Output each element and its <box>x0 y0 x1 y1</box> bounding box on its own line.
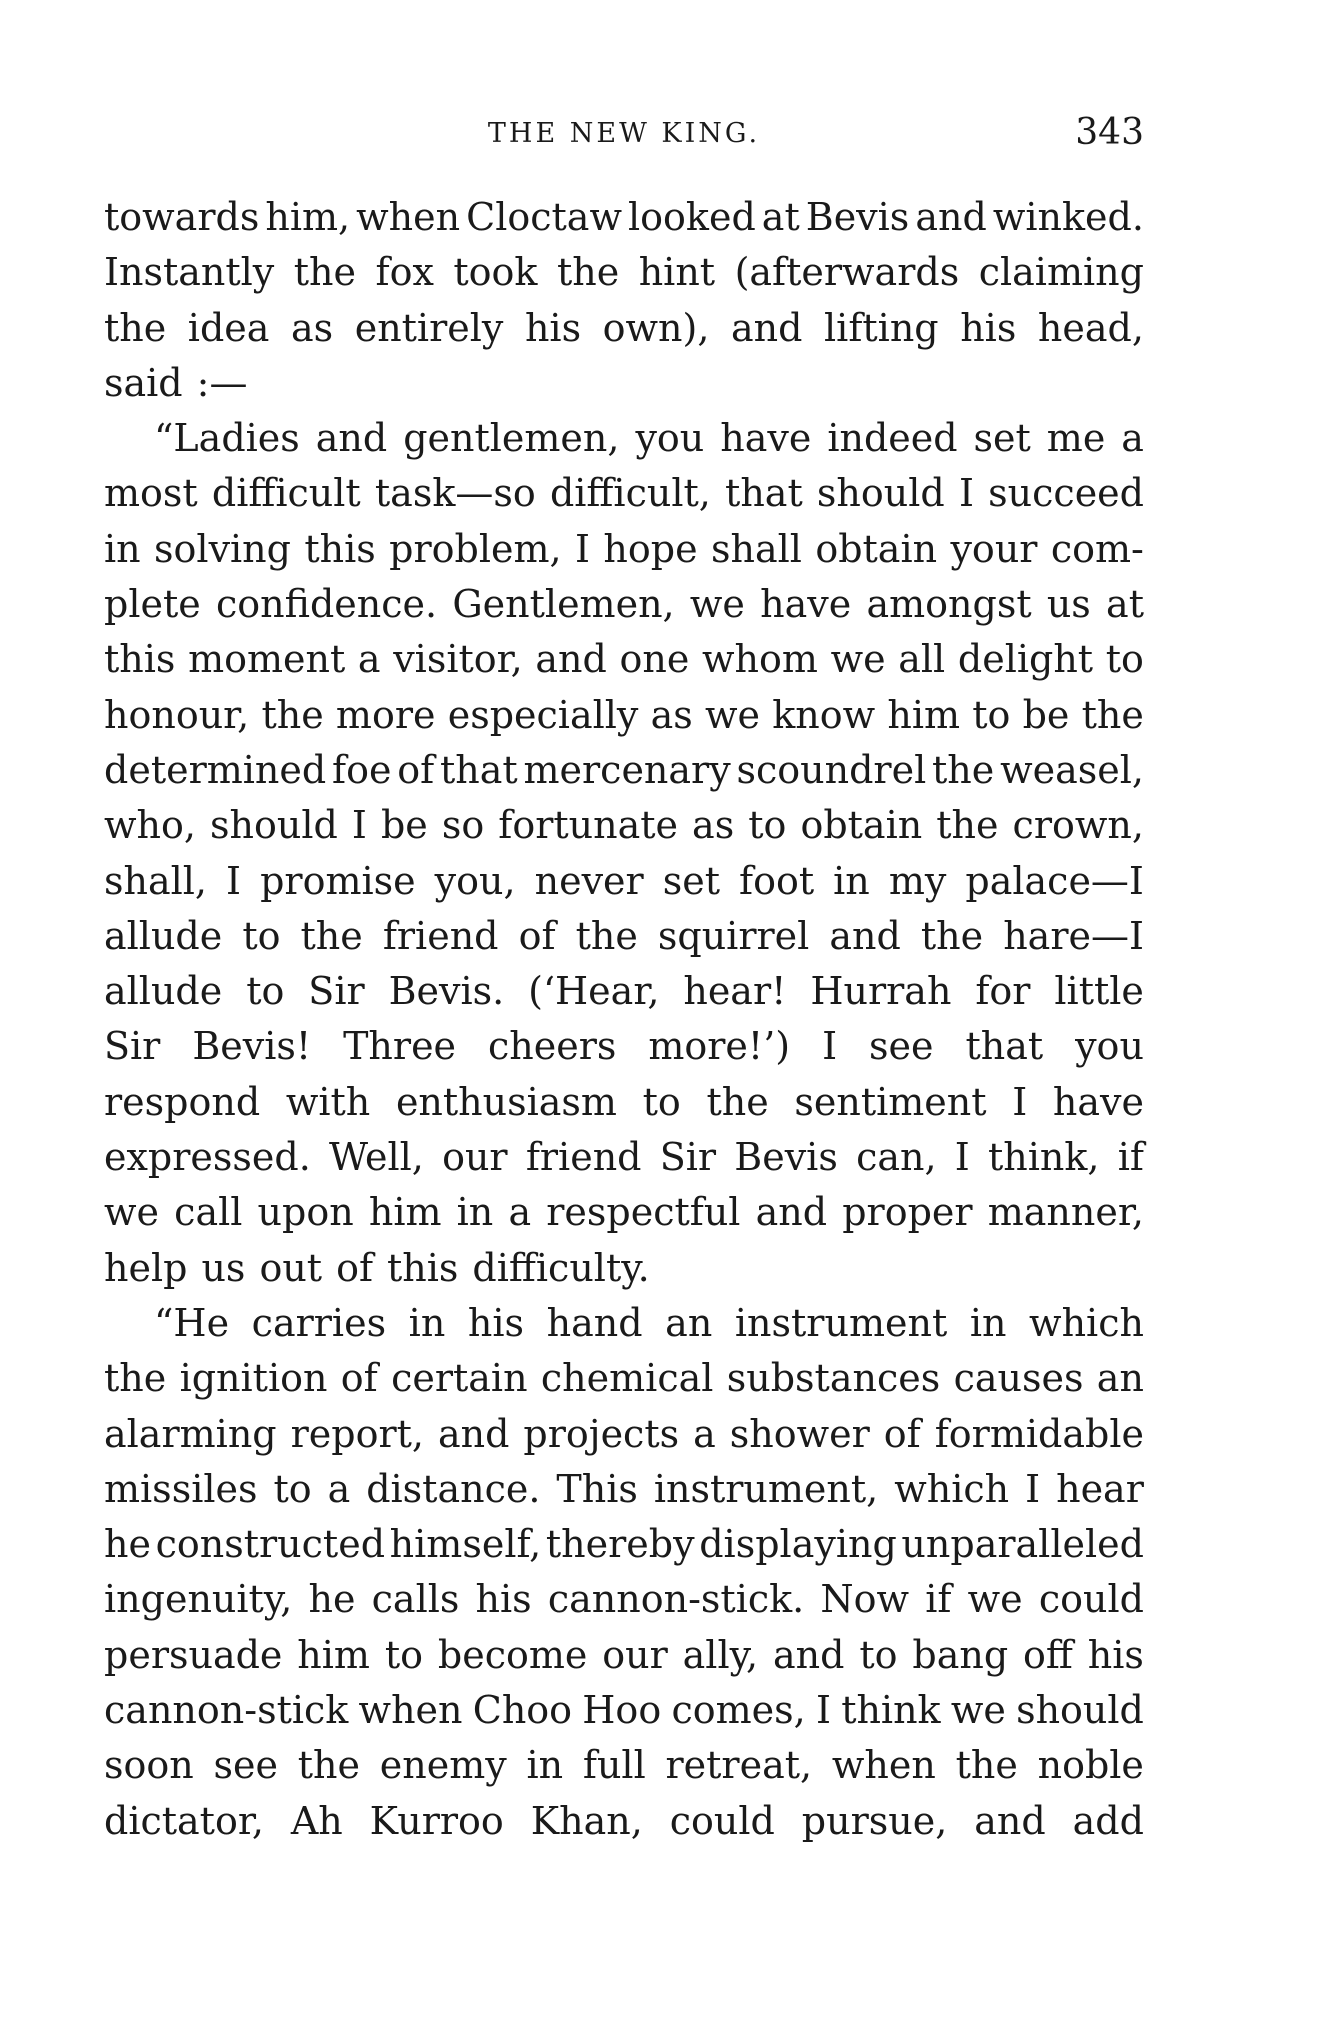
word: that <box>725 471 803 516</box>
word: mercenary <box>523 747 731 792</box>
text-line <box>104 964 1144 1019</box>
text-line <box>104 1517 1144 1572</box>
word: chemical <box>540 1356 714 1401</box>
word: foot <box>739 858 815 903</box>
text-line <box>104 1130 1144 1185</box>
text-line <box>104 411 1144 466</box>
word: the <box>556 250 620 295</box>
word: think, <box>988 1135 1100 1180</box>
word: hope <box>603 526 698 571</box>
word: lifting <box>824 305 939 350</box>
word: proper <box>842 1190 973 1235</box>
word: Khan, <box>530 1798 643 1843</box>
word: noble <box>1037 1743 1144 1788</box>
word: he <box>308 1577 356 1622</box>
word: when <box>358 1688 463 1733</box>
word: a <box>327 1466 351 1511</box>
word: Well, <box>329 1135 424 1180</box>
word: com- <box>1050 526 1144 571</box>
word: in <box>969 1300 1007 1345</box>
word: I <box>1012 1079 1028 1124</box>
word: in <box>104 526 141 571</box>
word: hint <box>638 250 716 295</box>
word: a <box>357 637 381 682</box>
word: amongst <box>866 582 1032 627</box>
word: a <box>693 1411 716 1456</box>
word: ally, <box>682 1632 759 1677</box>
running-title: THE NEW KING. <box>487 118 761 149</box>
word: add <box>1072 1798 1144 1843</box>
text-line <box>104 1628 1144 1683</box>
word: I <box>822 1024 838 1069</box>
word: that <box>965 1024 1044 1069</box>
word: respectful <box>546 1190 741 1235</box>
text-line <box>104 301 1144 356</box>
word: hear! <box>683 969 787 1014</box>
word: shall, <box>104 858 208 903</box>
word: and <box>315 416 388 461</box>
word: to <box>246 969 285 1014</box>
text-line <box>104 688 1144 743</box>
word: head, <box>1037 305 1144 350</box>
text-line <box>104 1738 1144 1793</box>
text-line <box>104 1794 1144 1849</box>
word: this <box>104 637 176 682</box>
word: whom <box>702 637 818 682</box>
word: Bevis. <box>388 969 505 1014</box>
word: scoundrel <box>736 747 927 792</box>
word: respond <box>104 1079 261 1124</box>
word: formidable <box>934 1411 1144 1456</box>
word: out <box>259 1245 323 1290</box>
word: set <box>662 858 720 903</box>
word: projects <box>523 1411 680 1456</box>
word: promise <box>260 858 416 903</box>
page-number: 343 <box>1075 112 1144 153</box>
word: thereby <box>545 1522 695 1567</box>
word: the <box>293 250 357 295</box>
word: Gentlemen, <box>452 582 675 627</box>
word: to <box>384 1632 423 1677</box>
word: Bevis <box>805 195 910 239</box>
word: in <box>526 1743 564 1788</box>
word: alarming <box>104 1411 277 1456</box>
word: all <box>898 637 946 682</box>
word: certain <box>391 1356 528 1401</box>
word: cheers <box>488 1024 617 1069</box>
word: us <box>1046 582 1091 627</box>
word: as <box>650 692 693 737</box>
word: ingenuity, <box>104 1577 293 1622</box>
word: delight <box>957 637 1094 682</box>
word: think <box>841 1688 941 1733</box>
word: retreat, <box>665 1743 813 1788</box>
word: we <box>689 582 745 627</box>
word: calls <box>371 1577 460 1622</box>
word: substances <box>726 1356 941 1401</box>
word: friend <box>382 913 499 958</box>
word: winked. <box>992 195 1144 239</box>
word: the <box>104 305 167 350</box>
word: took <box>453 250 538 295</box>
word: cannon-stick. <box>547 1577 805 1622</box>
word: problem, <box>389 526 562 571</box>
word: upon <box>257 1190 354 1235</box>
word: :— <box>196 360 248 405</box>
word: never <box>534 858 644 903</box>
word: more <box>335 692 436 737</box>
word: Cloctaw <box>466 195 622 239</box>
word: in <box>408 1300 446 1345</box>
word: off <box>1023 1632 1073 1677</box>
text-line <box>104 466 1144 521</box>
word: Kurroo <box>369 1798 504 1843</box>
text-line <box>104 1185 1144 1240</box>
word: have <box>760 582 852 627</box>
word: constructed <box>155 1522 386 1567</box>
word: our <box>602 1632 668 1677</box>
text-line <box>104 854 1144 909</box>
word: if <box>1117 1135 1144 1180</box>
word: missiles <box>104 1466 258 1511</box>
word: the <box>104 1356 167 1401</box>
word: succeed <box>988 471 1144 516</box>
word: we <box>104 1190 160 1235</box>
word: to <box>1105 637 1144 682</box>
word: the <box>936 803 999 848</box>
word: which <box>894 1466 1010 1511</box>
word: could <box>1038 1577 1144 1622</box>
page-header <box>104 112 1144 162</box>
word: Hurrah <box>810 969 952 1014</box>
word: causes <box>953 1356 1084 1401</box>
word: the <box>920 913 984 958</box>
word: hand <box>546 1300 643 1345</box>
word: and <box>535 637 607 682</box>
word: expressed. <box>104 1135 311 1180</box>
word: own), <box>602 305 710 350</box>
word: which <box>1029 1300 1144 1345</box>
word: in <box>833 858 870 903</box>
word: and <box>974 1798 1046 1843</box>
word: the <box>575 913 638 958</box>
word: looked <box>628 195 756 239</box>
text-line <box>104 522 1144 577</box>
word: him <box>887 692 961 737</box>
word: I <box>351 803 367 848</box>
word: set <box>973 416 1031 461</box>
word: said <box>104 360 183 405</box>
word: this <box>387 1245 459 1290</box>
word: that <box>440 747 518 792</box>
word: your <box>950 526 1038 571</box>
text-line <box>104 1462 1144 1517</box>
word: his <box>467 1300 525 1345</box>
word: solving <box>154 526 291 571</box>
word: of <box>340 1356 378 1401</box>
word: an <box>1096 1356 1144 1401</box>
word: the <box>932 747 995 792</box>
word: Bevis! <box>192 1024 312 1069</box>
word: fox <box>375 250 434 295</box>
word: cannon-stick <box>104 1688 349 1733</box>
word: of <box>397 747 435 792</box>
word: we <box>704 692 760 737</box>
word: become <box>437 1632 588 1677</box>
word: to <box>642 1079 681 1124</box>
word: as <box>692 803 735 848</box>
word: difficult <box>211 471 361 516</box>
word: hare—I <box>1003 913 1144 958</box>
word: shall <box>710 526 802 571</box>
word: an <box>665 1300 713 1345</box>
word: should <box>816 471 945 516</box>
word: the <box>706 1079 769 1124</box>
text-line <box>104 1019 1144 1074</box>
word: can, <box>856 1135 937 1180</box>
word: instrument, <box>653 1466 879 1511</box>
text-line <box>104 1407 1144 1462</box>
word: shower <box>729 1411 870 1456</box>
word: to <box>972 692 1011 737</box>
word: Three <box>343 1024 457 1069</box>
word: little <box>1054 969 1144 1014</box>
text-line <box>104 1683 1144 1738</box>
word: have <box>720 416 812 461</box>
word: his <box>524 305 582 350</box>
word: obtain <box>800 803 923 848</box>
word: the <box>300 913 363 958</box>
text-line <box>104 577 1144 632</box>
word: I <box>954 1135 970 1180</box>
word: the <box>1081 692 1144 737</box>
word: difficult, <box>549 471 711 516</box>
text-line <box>104 909 1144 964</box>
word: to <box>748 803 787 848</box>
word: see <box>869 1024 934 1069</box>
word: persuade <box>104 1632 283 1677</box>
word: enthusiasm <box>395 1079 617 1124</box>
word: and <box>437 1411 510 1456</box>
word: him, <box>265 195 351 239</box>
text-line <box>104 743 1144 798</box>
word: in <box>456 1190 494 1235</box>
word: when <box>356 195 461 239</box>
word: you, <box>434 858 516 903</box>
word: squirrel <box>657 913 810 958</box>
word: task—so <box>374 471 536 516</box>
word: call <box>174 1190 243 1235</box>
word: with <box>285 1079 371 1124</box>
word: I <box>815 1688 831 1733</box>
word: and <box>829 913 901 958</box>
word: allude <box>104 969 223 1014</box>
word: moment <box>188 637 346 682</box>
word: and <box>755 1190 828 1235</box>
word: we <box>950 1688 1006 1733</box>
text-line <box>104 1572 1144 1627</box>
word: and <box>915 195 987 239</box>
word: of <box>518 913 556 958</box>
word: gentlemen, <box>403 416 620 461</box>
text-line <box>104 190 1144 245</box>
word: you <box>1075 1024 1144 1069</box>
word: fortunate <box>498 803 678 848</box>
word: me <box>1046 416 1106 461</box>
word: obtain <box>815 526 938 571</box>
word: manner, <box>987 1190 1144 1235</box>
word: “He <box>154 1300 230 1345</box>
word: the <box>955 1743 1018 1788</box>
word: see <box>213 1743 278 1788</box>
word: if <box>925 1577 952 1622</box>
word: more!’) <box>648 1024 791 1069</box>
word: unparalleled <box>901 1522 1144 1567</box>
text-line <box>104 1241 1144 1296</box>
word: soon <box>104 1743 194 1788</box>
word: should <box>210 803 338 848</box>
word: difficulty. <box>472 1245 650 1290</box>
word: a <box>1121 416 1144 461</box>
word: carries <box>251 1300 387 1345</box>
word: him <box>368 1190 442 1235</box>
text-line <box>104 1075 1144 1130</box>
word: himself, <box>389 1522 542 1567</box>
word: indeed <box>827 416 958 461</box>
word: report, <box>290 1411 424 1456</box>
word: ignition <box>179 1356 328 1401</box>
word: we <box>967 1577 1023 1622</box>
word: who, <box>104 803 196 848</box>
word: I <box>575 526 591 571</box>
word: he <box>104 1522 151 1567</box>
word: be <box>380 803 428 848</box>
word: could <box>669 1798 775 1843</box>
word: him <box>297 1632 370 1677</box>
word: his <box>475 1577 532 1622</box>
word: Sir <box>308 969 365 1014</box>
word: we <box>830 637 886 682</box>
word: allude <box>104 913 223 958</box>
word: Choo <box>472 1688 573 1733</box>
word: full <box>582 1743 646 1788</box>
word: visitor, <box>393 637 523 682</box>
word: plete <box>104 582 201 627</box>
word: the <box>297 1743 360 1788</box>
word: especially <box>447 692 639 737</box>
word: claiming <box>978 250 1144 295</box>
text-line <box>104 1296 1144 1351</box>
word: so <box>441 803 485 848</box>
word: honour, <box>104 692 250 737</box>
word: Ah <box>290 1798 343 1843</box>
text-line <box>104 1351 1144 1406</box>
word: have <box>1052 1079 1144 1124</box>
word: (‘Hear, <box>528 969 660 1014</box>
word: Hoo <box>582 1688 662 1733</box>
word: hear <box>1056 1466 1144 1511</box>
word: “Ladies <box>154 416 300 461</box>
word: one <box>619 637 690 682</box>
word: at <box>1106 582 1144 627</box>
word: towards <box>104 195 260 239</box>
text-line <box>104 632 1144 687</box>
word: us <box>201 1245 246 1290</box>
word: my <box>888 858 947 903</box>
word: I <box>958 471 974 516</box>
word: Sir <box>659 1135 717 1180</box>
word: determined <box>104 747 327 792</box>
word: know <box>772 692 876 737</box>
word: at <box>761 195 800 239</box>
word: to <box>273 1466 312 1511</box>
word: (afterwards <box>734 250 960 295</box>
word: pursue, <box>801 1798 948 1843</box>
word: this <box>304 526 376 571</box>
word: This <box>556 1466 638 1511</box>
word: of <box>336 1245 374 1290</box>
word: Bevis <box>734 1135 838 1180</box>
word: his <box>960 305 1017 350</box>
text-line <box>104 245 1144 300</box>
word: distance. <box>366 1466 541 1511</box>
text-line <box>104 798 1144 853</box>
word: you <box>635 416 705 461</box>
body-text <box>104 190 1144 1849</box>
word: and <box>773 1632 845 1677</box>
word: dictator, <box>104 1798 264 1843</box>
word: as <box>290 305 334 350</box>
word: bang <box>912 1632 1009 1677</box>
word: palace—I <box>965 858 1144 903</box>
word: most <box>104 471 198 516</box>
text-line <box>104 356 1144 411</box>
word: of <box>883 1411 921 1456</box>
word: his <box>1087 1632 1144 1677</box>
word: for <box>975 969 1031 1014</box>
word: entirely <box>354 305 504 350</box>
word: to <box>242 913 281 958</box>
word: and <box>731 305 803 350</box>
word: Now <box>820 1577 910 1622</box>
word: be <box>1022 692 1070 737</box>
word: comes, <box>671 1688 806 1733</box>
word: sentiment <box>794 1079 987 1124</box>
word: Sir <box>104 1024 161 1069</box>
word: displaying <box>699 1522 897 1567</box>
word: the <box>261 692 324 737</box>
word: Instantly <box>104 250 275 295</box>
word: crown, <box>1012 803 1144 848</box>
word: a <box>508 1190 532 1235</box>
word: our <box>442 1135 508 1180</box>
word: enemy <box>379 1743 507 1788</box>
word: weasel, <box>1000 747 1144 792</box>
word: when <box>831 1743 936 1788</box>
word: I <box>226 858 242 903</box>
word: I <box>1025 1466 1041 1511</box>
word: help <box>104 1245 188 1290</box>
word: foe <box>332 747 392 792</box>
word: friend <box>525 1135 642 1180</box>
word: should <box>1016 1688 1144 1733</box>
word: confidence. <box>215 582 438 627</box>
word: idea <box>187 305 270 350</box>
word: instrument <box>734 1300 948 1345</box>
word: to <box>859 1632 898 1677</box>
